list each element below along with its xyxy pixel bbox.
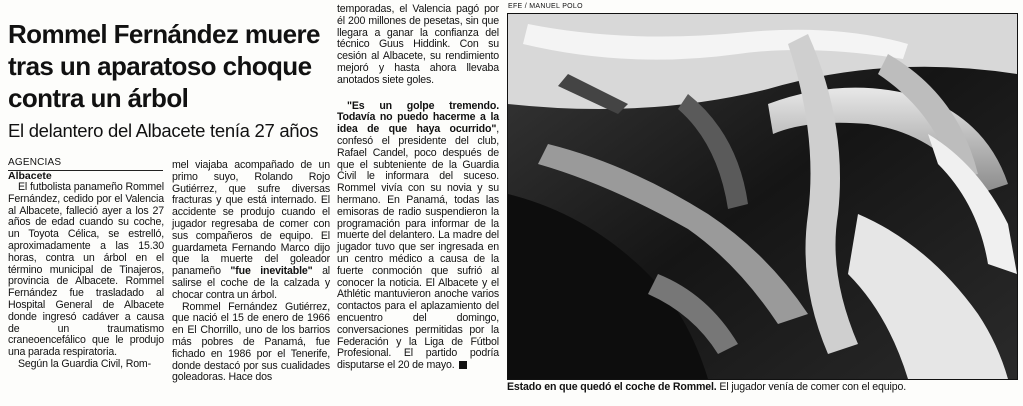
col3-paragraph-2 — [337, 101, 499, 372]
col2-quote: "fue inevitable" — [230, 265, 313, 278]
byline-agency: AGENCIAS — [8, 157, 62, 168]
headline-line-3: contra un árbol — [8, 83, 189, 113]
wrecked-car-photo — [507, 13, 1018, 380]
byline-place: Albacete — [8, 170, 52, 182]
headline — [8, 18, 318, 114]
col3-paragraph-1: temporadas, el Valencia pagó por él 200 millones de pesetas, sin que llegara a ganar la confianza del técnico Guus Hiddink. Con su cesión al Albacete, su rendimiento mejoró y hasta ahora llevaba anotados siete goles. — [337, 3, 499, 86]
photo-caption — [507, 381, 1017, 393]
col1-paragraph-1: El futbolista panameño Rommel Fernández, cedido por el Valencia al Albacete, falleció ayer a los 27 años de edad cuando su coche, un Toyota Célica, se estrelló, aproximadamente a las 15.30 horas, contra un árbol en el término municipal de Tinajeros, provincia de Albacete. Rommel Fernández fue trasladado al Hospital General de Albacete donde ingresó cadáver a causa de un traumatismo craneoencefálico que le produjo una parada respiratoria. — [8, 181, 164, 359]
car-wreck-illustration — [508, 14, 1017, 379]
headline-line-1: Rommel Fernández muere — [8, 19, 320, 49]
caption-text: El jugador venía de comer con el equipo. — [719, 381, 906, 393]
article-column-1 — [8, 182, 164, 371]
headline-line-2: tras un aparatoso choque — [8, 51, 312, 81]
col3-quote: "Es un golpe tremendo. Todavía no puedo hacerme a la idea de que haya ocurrido" — [337, 99, 499, 136]
col2-paragraph-1-text: mel viajaba acompañado de un primo suyo, Rolando Rojo Gutiérrez, que sufre diversas fracturas y que está internado. El accidente se produjo cuando el jugador regresaba de comer con sus compañeros de equipo. El guardameta Fernando Marco dijo que la muerte del goleador panameño — [172, 159, 330, 278]
col1-paragraph-2: Según la Guardia Civil, Rom- — [18, 357, 151, 370]
end-of-article-mark — [459, 361, 467, 369]
subheadline: El delantero del Albacete tenía 27 años — [8, 120, 319, 141]
caption-bold: Estado en que quedó el coche de Rommel. — [507, 381, 717, 393]
col2-paragraph-1-end: al salirse el coche de la calzada y chocar contra un árbol. — [172, 265, 331, 301]
article-column-3 — [337, 4, 499, 372]
photo-credit: EFE / MANUEL POLO — [508, 3, 583, 10]
article-column-2 — [172, 160, 330, 384]
col2-paragraph-1 — [172, 160, 330, 302]
col2-paragraph-2: Rommel Fernández Gutiérrez, que nació el 15 de enero de 1966 en El Chorrillo, uno de los barrios más pobres de Panamá, fue fichado en 1986 por el Tenerife, donde destacó por sus cualidades goleadoras. Hace dos — [172, 300, 330, 384]
col3-paragraph-2-text: , confesó el presidente del club, Rafael Candel, poco después de que el subteniente de la Guardia Civil le informara del suceso. Rommel vivía con su novia y su hermano. En Panamá, todas las emisoras de radio suspendieron la programación para informar de la muerte del delantero. La madre del jugador tuvo que ser ingresada en un centro médico a causa de la fuerte conmoción que sufrió al conocer la noticia. El Albacete y el Athlétic mantuvieron anoche varios contactos para el aplazamiento del encuentro del domingo, conversaciones permitidas por la Federación y la Liga de Fútbol Profesional. El partido podría disputarse el 20 de mayo. — [337, 123, 499, 372]
